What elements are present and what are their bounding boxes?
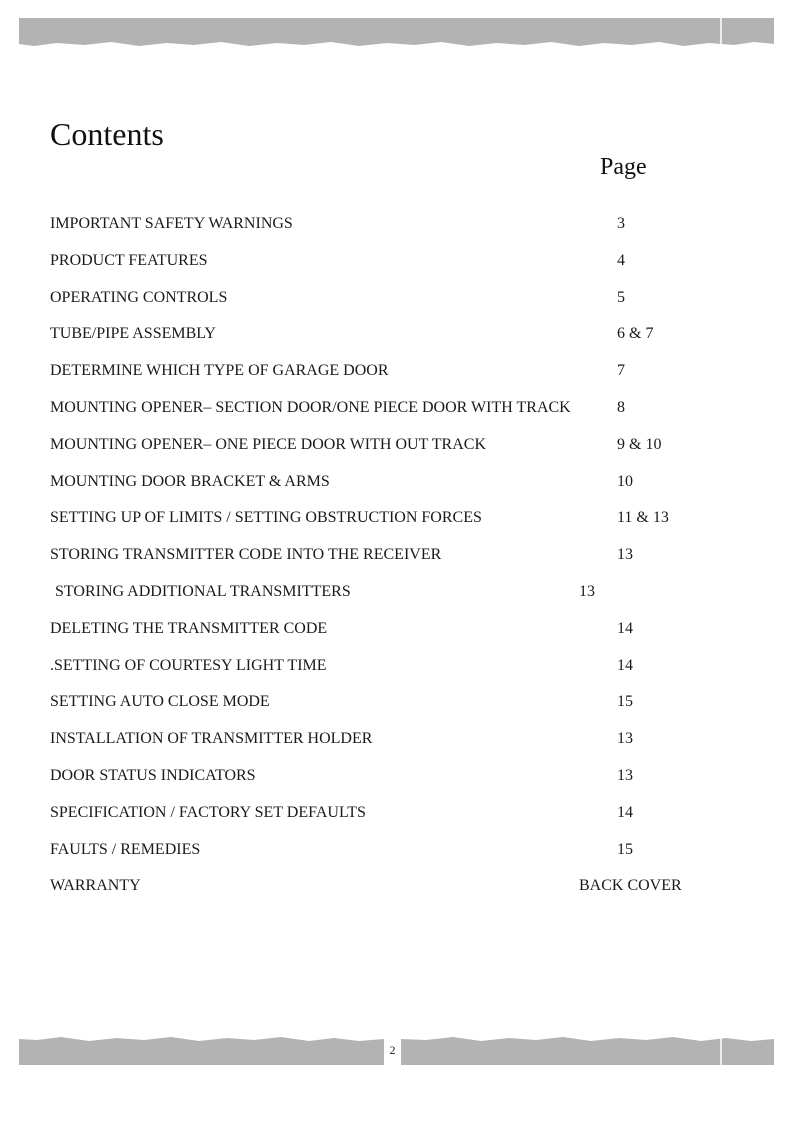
toc-row	[50, 656, 750, 693]
page-title: Contents	[50, 116, 164, 152]
toc-entry-title: DETERMINE WHICH TYPE OF GARAGE DOOR	[50, 362, 389, 380]
toc-entry-page: 8	[617, 398, 625, 416]
toc-entry-page: 10	[617, 472, 633, 490]
toc-entry-title: MOUNTING OPENER– SECTION DOOR/ONE PIECE DOOR WITH TRACK	[50, 398, 571, 416]
toc-entry-title: OPERATING CONTROLS	[50, 288, 228, 306]
table-of-contents	[50, 214, 750, 913]
toc-entry-page: 9 & 10	[617, 435, 662, 453]
toc-entry-page: 3	[617, 215, 625, 232]
footer-decorative-band-left	[19, 1035, 384, 1065]
toc-entry-page: BACK COVER	[579, 877, 682, 895]
toc-row	[50, 729, 750, 766]
toc-row	[50, 803, 750, 840]
toc-entry-title: TUBE/PIPE ASSEMBLY	[50, 325, 216, 343]
toc-entry-page: 7	[617, 362, 625, 380]
toc-row	[50, 582, 750, 619]
toc-entry-title: .SETTING OF COURTESY LIGHT TIME	[50, 656, 327, 674]
toc-entry-title: MOUNTING DOOR BRACKET & ARMS	[50, 472, 330, 490]
toc-entry-title: DOOR STATUS INDICATORS	[50, 766, 256, 784]
toc-entry-page: 13	[617, 766, 633, 784]
toc-row	[50, 619, 750, 656]
toc-entry-page: 13	[617, 546, 633, 564]
toc-entry-page: 15	[617, 693, 633, 711]
page-column-heading: Page	[600, 154, 647, 180]
toc-entry-title: FAULTS / REMEDIES	[50, 840, 201, 858]
toc-row	[50, 251, 750, 288]
toc-entry-title: MOUNTING OPENER– ONE PIECE DOOR WITH OUT TRACK	[50, 435, 486, 453]
toc-row	[50, 545, 750, 582]
toc-row	[50, 766, 750, 803]
toc-row	[50, 508, 750, 545]
toc-entry-page: 13	[579, 582, 595, 600]
page-number: 2	[389, 1043, 396, 1057]
toc-entry-page: 15	[617, 840, 633, 858]
toc-entry-title: INSTALLATION OF TRANSMITTER HOLDER	[50, 730, 373, 748]
toc-row	[50, 840, 750, 877]
toc-row	[50, 398, 750, 435]
toc-entry-title: STORING TRANSMITTER CODE INTO THE RECEIVER	[50, 546, 442, 564]
toc-entry-title: SETTING AUTO CLOSE MODE	[50, 693, 270, 711]
toc-entry-page: 6 & 7	[617, 325, 654, 343]
toc-entry-page: 4	[617, 251, 625, 269]
toc-entry-title: SETTING UP OF LIMITS / SETTING OBSTRUCTION FORCES	[50, 509, 482, 527]
footer-decorative-band-right	[401, 1035, 774, 1065]
toc-entry-page: 13	[617, 730, 633, 748]
toc-entry-page: 14	[617, 803, 633, 821]
toc-row	[50, 472, 750, 509]
toc-row	[50, 361, 750, 398]
toc-row	[50, 692, 750, 729]
toc-entry-page: 14	[617, 619, 633, 637]
toc-row	[50, 214, 750, 251]
toc-row	[50, 435, 750, 472]
toc-entry-title: IMPORTANT SAFETY WARNINGS	[50, 215, 293, 232]
toc-entry-page: 5	[617, 288, 625, 306]
toc-row	[50, 324, 750, 361]
toc-row	[50, 288, 750, 325]
toc-entry-page: 11 & 13	[617, 509, 669, 527]
header-decorative-band	[19, 18, 774, 48]
toc-entry-title: STORING ADDITIONAL TRANSMITTERS	[55, 582, 351, 600]
toc-entry-title: DELETING THE TRANSMITTER CODE	[50, 619, 328, 637]
toc-entry-title: PRODUCT FEATURES	[50, 251, 208, 269]
toc-row	[50, 876, 750, 913]
toc-entry-title: WARRANTY	[50, 877, 141, 895]
toc-entry-page: 14	[617, 656, 633, 674]
toc-entry-title: SPECIFICATION / FACTORY SET DEFAULTS	[50, 803, 366, 821]
